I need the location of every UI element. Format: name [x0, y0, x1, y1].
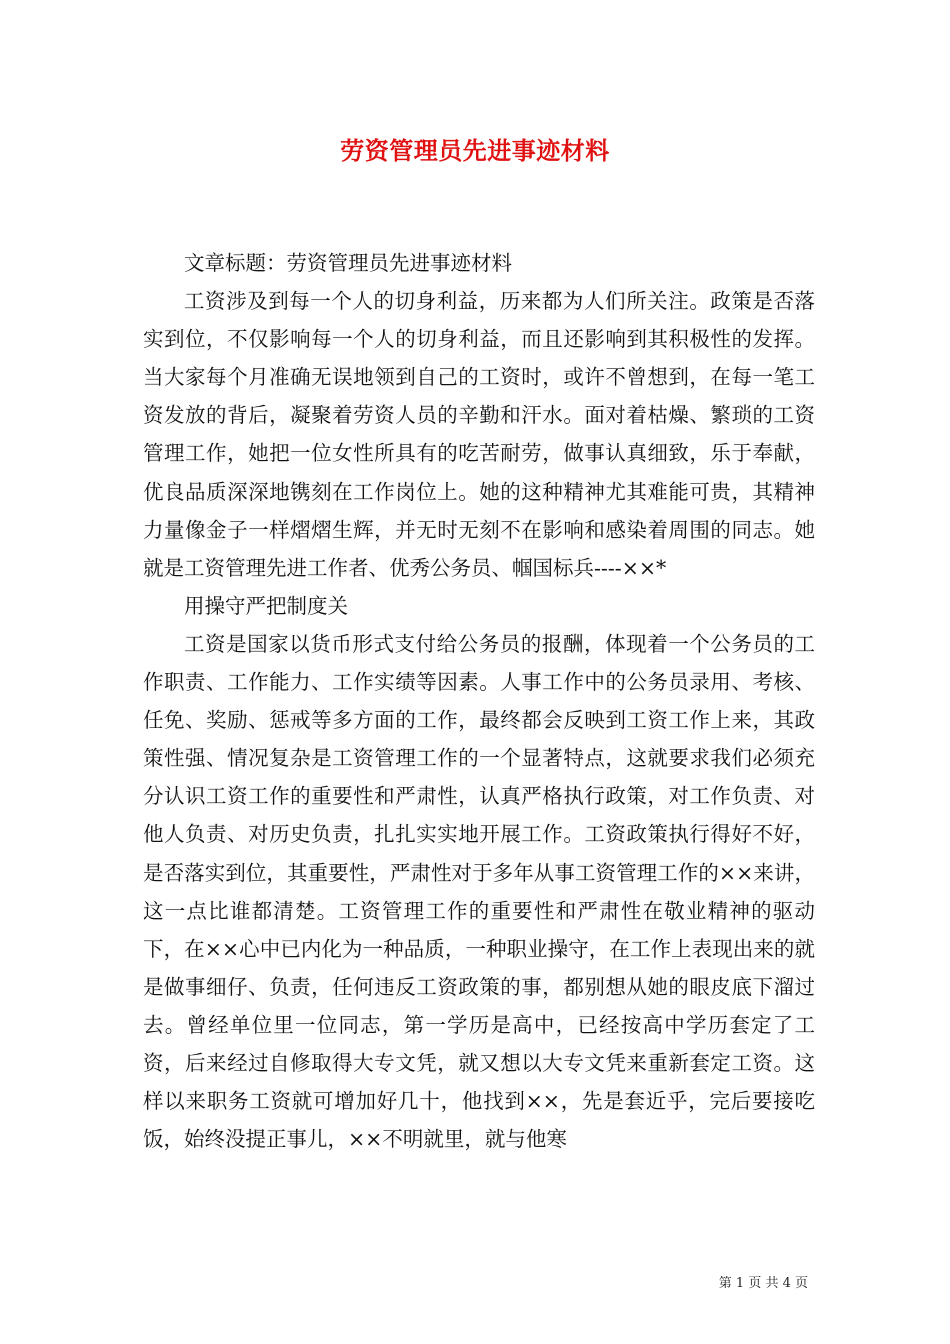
article-title-line: 文章标题：劳资管理员先进事迹材料 — [184, 251, 512, 275]
section-paragraph: 工资是国家以货币形式支付给公务员的报酬，体现着一个公务员的工作职责、工作能力、工作实绩等因素。人事工作中的公务员录用、考核、任免、奖励、惩戒等多方面的工作，最终都会反映到工资工作上来，其政策性强、情况复杂是工资管理工作的一个显著特点，这就要求我们必须充分认识工资工作的重要性和严肃性，认真严格执行政策，对工作负责、对他人负责、对历史负责，扎扎实实地开展工作。工资政策执行得好不好，是否落实到位，其重要性，严肃性对于多年从事工资管理工作的××来讲，这一点比谁都清楚。工资管理工作的重要性和严肃性在敬业精神的驱动下，在××心中已内化为一种品质，一种职业操守，在工作上表现出来的就是做事细仔、负责，任何违反工资政策的事，都别想从她的眼皮底下溜过去。曾经单位里一位同志，第一学历是高中，已经按高中学历套定了工资，后来经过自修取得大专文凭，就又想以大专文凭来重新套定工资。这样以来职务工资就可增加好几十，他找到××，先是套近乎，完后要接吃饭，始终没提正事儿，××不明就里，就与他寒 — [143, 631, 815, 1152]
section-heading: 用操守严把制度关 — [184, 593, 348, 618]
page-number: 第 1 页 共 4 页 — [718, 1276, 808, 1291]
document-title: 劳资管理员先进事迹材料 — [340, 136, 610, 165]
document-body — [143, 244, 815, 1158]
intro-paragraph: 工资涉及到每一个人的切身利益，历来都为人们所关注。政策是否落实到位，不仅影响每一个人的切身利益，而且还影响到其积极性的发挥。当大家每个月准确无误地领到自己的工资时，或许不曾想到，在每一笔工资发放的背后，凝聚着劳资人员的辛勤和汗水。面对着枯燥、繁琐的工资管理工作，她把一位女性所具有的吃苦耐劳，做事认真细致，乐于奉献，优良品质深深地镌刻在工作岗位上。她的这种精神尤其难能可贵，其精神力量像金子一样熠熠生辉，并无时无刻不在影响和感染着周围的同志。她就是工资管理先进工作者、优秀公务员、帼国标兵----××* — [143, 289, 815, 580]
